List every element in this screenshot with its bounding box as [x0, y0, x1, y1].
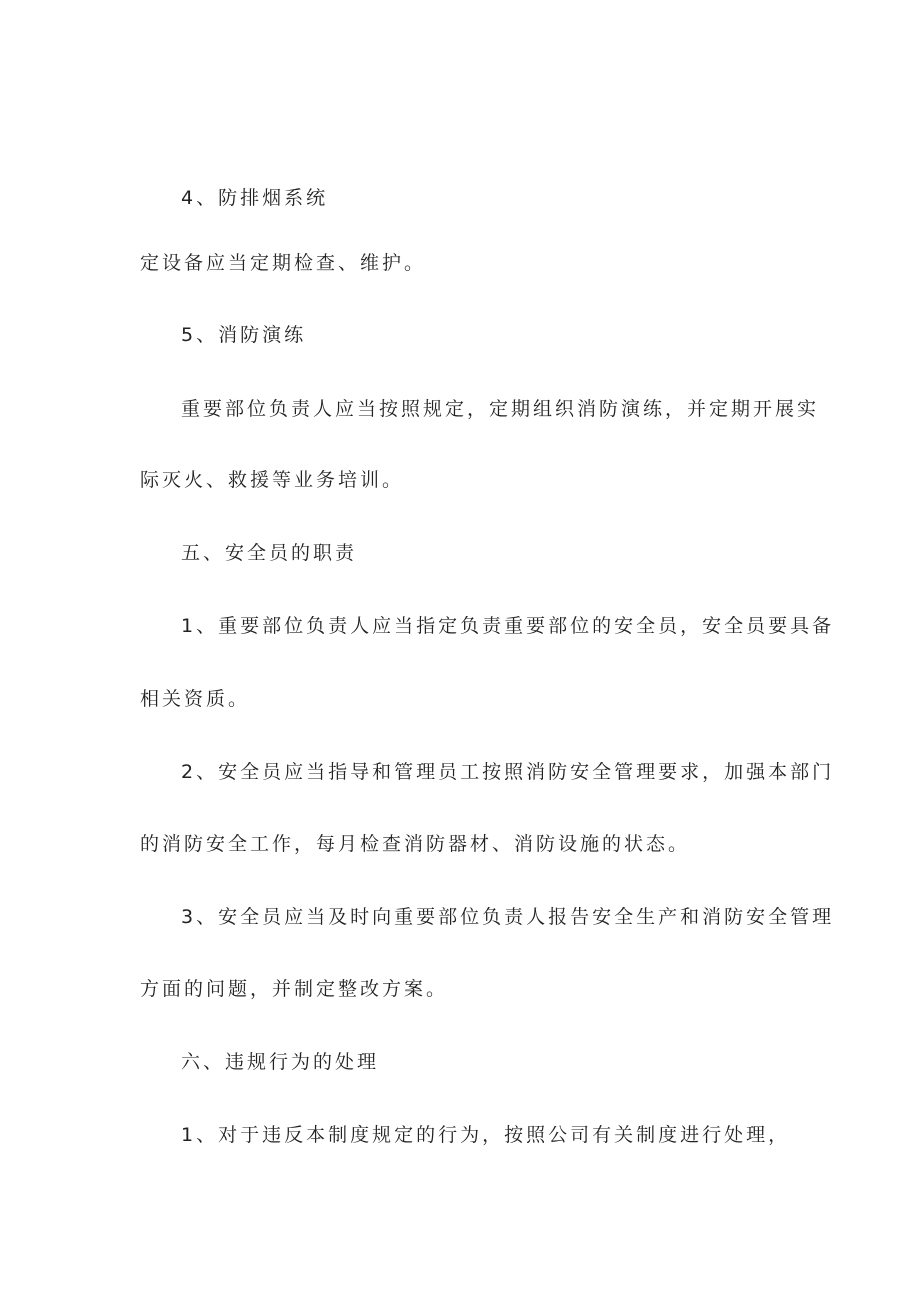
section-heading-violations: 六、违规行为的处理: [181, 1051, 380, 1073]
paragraph-line: 相关资质。: [140, 688, 251, 710]
paragraph-line: 3、安全员应当及时向重要部位负责人报告安全生产和消防安全管理: [181, 906, 835, 928]
paragraph-line: 2、安全员应当指导和管理员工按照消防安全管理要求，加强本部门: [181, 761, 835, 783]
paragraph-line: 的消防安全工作，每月检查消防器材、消防设施的状态。: [140, 833, 691, 855]
paragraph-line: 1、重要部位负责人应当指定负责重要部位的安全员，安全员要具备: [181, 615, 835, 637]
paragraph-line: 1、对于违反本制度规定的行为，按照公司有关制度进行处理，: [181, 1124, 791, 1146]
paragraph-line: 重要部位负责人应当按照规定，定期组织消防演练，并定期开展实: [181, 398, 820, 420]
paragraph-line: 方面的问题，并制定整改方案。: [140, 978, 449, 1000]
paragraph-line: 定设备应当定期检查、维护。: [140, 252, 427, 274]
paragraph-line: 际灭火、救援等业务培训。: [140, 469, 405, 491]
section-heading-safety-officer: 五、安全员的职责: [181, 542, 358, 564]
item-heading-fire-drill: 5、消防演练: [181, 324, 307, 346]
item-heading-smoke-system: 4、防排烟系统: [181, 187, 329, 209]
